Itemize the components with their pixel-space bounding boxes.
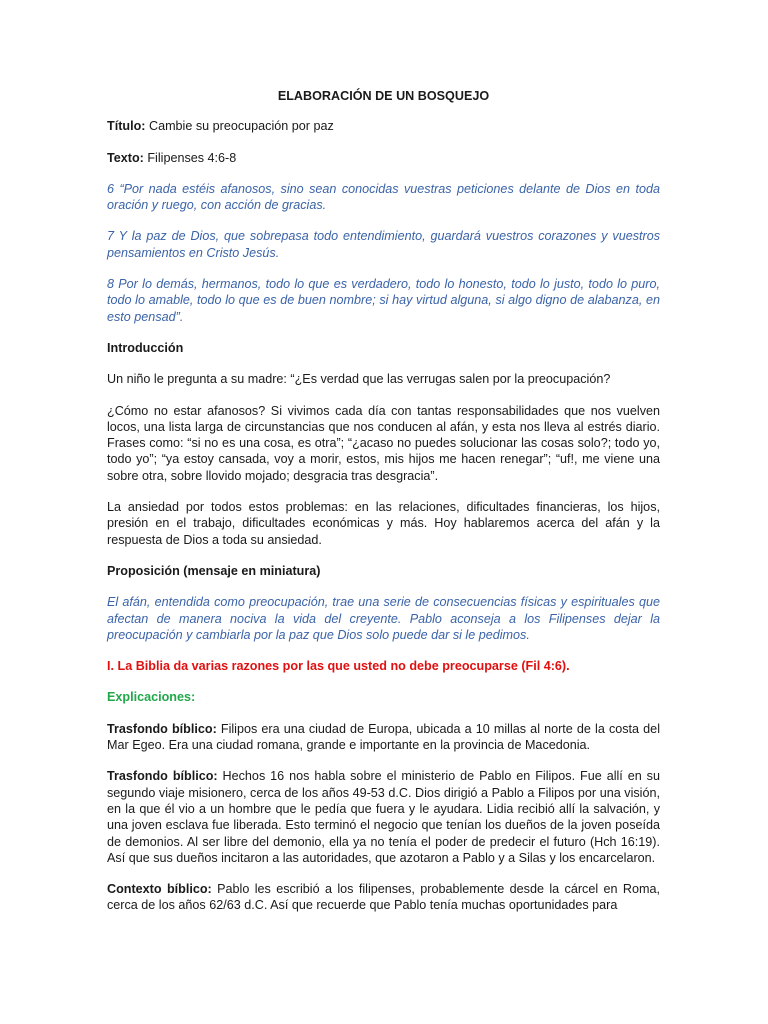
document-title: ELABORACIÓN DE UN BOSQUEJO — [277, 89, 490, 103]
explanations-heading: Explicaciones: — [107, 690, 196, 705]
texto-line — [107, 150, 660, 166]
trasfondo-label-2: Trasfondo bíblico: — [107, 769, 218, 784]
intro-paragraph-3: La ansiedad por todos estos problemas: en las relaciones, dificultades financieras, los hijos, presión en el trabajo, dificultades económicas y más. Hoy hablaremos acerca del afán y la respuesta de Dios a toda su ansiedad. — [107, 500, 660, 547]
titulo-label: Título: — [107, 119, 146, 134]
intro-paragraph-2: ¿Cómo no estar afanosos? Si vivimos cada día con tantas responsabilidades que nos vuelven locos, una lista larga de circunstancias que nos conducen al afán, y esta nos lleva al estrés diario. Frases como: “si no es una cosa, es otra”; “¿acaso no puedes solucionar las cosas solo?; todo yo, todo yo”; “ya estoy cansada, voy a morir, estos, mis hijos me hacen renegar”; “uf!, me viene una sobre otra, sobre llovido mojado; desgracia tras desgracia”. — [107, 403, 660, 483]
texto-value: Filipenses 4:6-8 — [143, 150, 237, 165]
contexto-paragraph — [107, 881, 660, 914]
trasfondo-text-1: Filipos era una ciudad de Europa, ubicada a 10 millas al norte de la costa del Mar Egeo. Era una ciudad romana, grande e importante en la provincia de Macedonia. — [107, 721, 660, 753]
trasfondo-text-2: Hechos 16 nos habla sobre el ministerio de Pablo en Filipos. Fue allí en su segundo viaje misionero, cerca de los años 49-53 d.C. Dios dirigió a Pablo a Filipos por una visión, en la que él vio a un hombre que le pedía que fuera y le ayudara. Lidia recibió allí la salvación, y una joven esclava fue liberada. Esto terminó el negocio que tenían los dueños de la joven poseída de demonios. Al ser libre del demonio, ella ya no tenía el poder de predecir el futuro (Hch 16:19). Así que sus dueños incitaron a las autoridades, que azotaron a Pablo y a Silas y los encarcelaron. — [107, 769, 660, 865]
trasfondo-label-1: Trasfondo bíblico: — [107, 721, 217, 736]
proposition-heading: Proposición (mensaje en miniatura) — [107, 563, 321, 578]
titulo-value: Cambie su preocupación por paz — [145, 119, 334, 134]
intro-paragraph-1: Un niño le pregunta a su madre: “¿Es verdad que las verrugas salen por la preocupación? — [107, 372, 611, 387]
texto-label: Texto: — [107, 150, 144, 165]
verse-8: 8 Por lo demás, hermanos, todo lo que es verdadero, todo lo honesto, todo lo justo, todo lo puro, todo lo amable, todo lo que es de buen nombre; si hay virtud alguna, si algo digno de alabanza, en esto pensad”. — [107, 277, 660, 324]
trasfondo-paragraph-1 — [107, 721, 660, 754]
contexto-text: Pablo les escribió a los filipenses, probablemente desde la cárcel en Roma, cerca de los años 62/63 d.C. Así que recuerde que Pablo tenía muchas oportunidades para — [107, 882, 661, 913]
document-page — [107, 88, 660, 929]
intro-heading: Introducción — [107, 340, 184, 355]
point-1-heading: I. La Biblia da varias razones por las que usted no debe preocuparse (Fil 4:6). — [107, 659, 570, 674]
verse-6: 6 “Por nada estéis afanosos, sino sean conocidas vuestras peticiones delante de Dios en toda oración y ruego, con acción de gracias. — [107, 181, 660, 213]
titulo-line — [107, 118, 660, 134]
proposition-text: El afán, entendida como preocupación, trae una serie de consecuencias físicas y espirituales que afectan de manera nociva la vida del creyente. Pablo aconseja a los Filipenses dejar la preocupación y cambiarla por la paz que Dios solo puede dar si le pedimos. — [107, 595, 660, 642]
trasfondo-paragraph-2 — [107, 768, 660, 866]
verse-7: 7 Y la paz de Dios, que sobrepasa todo entendimiento, guardará vuestros corazones y vuestros pensamientos en Cristo Jesús. — [107, 229, 660, 260]
contexto-label: Contexto bíblico: — [107, 882, 212, 897]
